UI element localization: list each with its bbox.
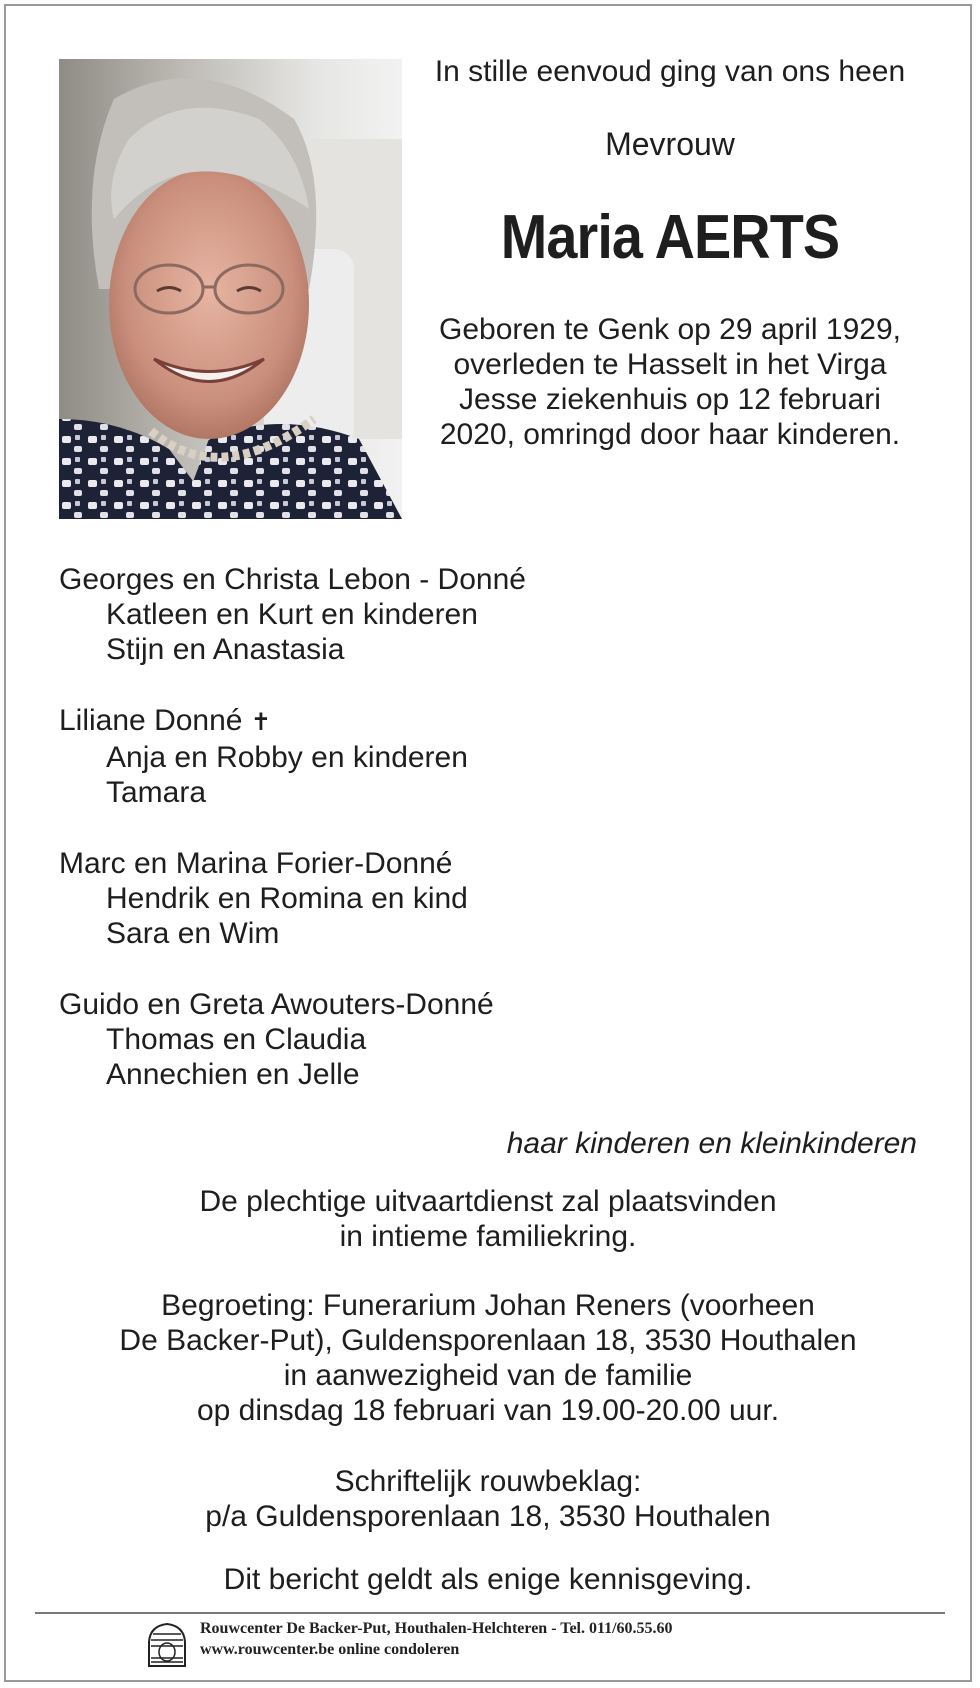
- notice-text: [0, 1562, 976, 1597]
- family-child: Katleen en Kurt en kinderen: [106, 598, 478, 631]
- funeral-home-contact: Rouwcenter De Backer-Put, Houthalen-Helchteren - Tel. 011/60.55.60: [200, 1620, 673, 1637]
- birth-death-line: overleden te Hasselt in het Virga: [453, 348, 887, 381]
- family-group: [59, 987, 919, 1092]
- family-child: Tamara: [106, 776, 207, 809]
- family-group: [59, 562, 919, 667]
- family-list: [59, 562, 919, 1128]
- family-head-name: Guido en Greta Awouters-Donné: [59, 988, 494, 1021]
- family-signoff: haar kinderen en kleinkinderen: [506, 1127, 917, 1160]
- service-line: in intieme familiekring.: [339, 1220, 637, 1253]
- greeting-info: [0, 1288, 976, 1428]
- family-child: Hendrik en Romina en kind: [106, 882, 468, 915]
- title-prefix: Mevrouw: [605, 126, 735, 162]
- family-head-name: Liliane Donné: [59, 704, 243, 737]
- deceased-name: Maria AERTS: [500, 203, 840, 272]
- notice-line: Dit bericht geldt als enige kennisgeving.: [223, 1563, 753, 1596]
- family-child: Sara en Wim: [106, 917, 280, 950]
- family-head: [59, 562, 919, 597]
- family-child: Annechien en Jelle: [106, 1058, 360, 1091]
- birth-death-details: [420, 312, 920, 452]
- family-child: Stijn en Anastasia: [106, 633, 345, 666]
- family-head: [59, 703, 919, 740]
- greeting-line: Begroeting: Funerarium Johan Reners (voorheen: [161, 1289, 815, 1322]
- cross-icon: ✝: [250, 709, 271, 736]
- funeral-home-website[interactable]: www.rouwcenter.be online condoleren: [200, 1641, 460, 1658]
- condolence-line: p/a Guldensporenlaan 18, 3530 Houthalen: [205, 1500, 771, 1533]
- greeting-line: De Backer-Put), Guldensporenlaan 18, 3530 Houthalen: [119, 1324, 857, 1357]
- funeral-home-info: [200, 1618, 673, 1660]
- birth-death-line: Jesse ziekenhuis op 12 februari: [459, 383, 881, 416]
- condolence-address: [0, 1464, 976, 1534]
- family-child: Anja en Robby en kinderen: [106, 741, 468, 774]
- birth-death-line: 2020, omringd door haar kinderen.: [439, 418, 901, 451]
- portrait-photo: [59, 59, 402, 519]
- family-group: [59, 703, 919, 810]
- service-line: De plechtige uitvaartdienst zal plaatsvinden: [199, 1185, 777, 1218]
- service-info: [0, 1184, 976, 1254]
- family-head: [59, 987, 919, 1022]
- family-head: [59, 846, 919, 881]
- family-group: [59, 846, 919, 951]
- family-child: Thomas en Claudia: [106, 1023, 367, 1056]
- footer-divider: [35, 1612, 945, 1614]
- intro-text: In stille eenvoud ging van ons heen: [434, 55, 906, 88]
- greeting-line: in aanwezigheid van de familie: [283, 1359, 693, 1392]
- birth-death-line: Geboren te Genk op 29 april 1929,: [439, 313, 901, 346]
- family-head-name: Marc en Marina Forier-Donné: [59, 847, 453, 880]
- family-head-name: Georges en Christa Lebon - Donné: [59, 563, 526, 596]
- greeting-line: op dinsdag 18 februari van 19.00-20.00 uur.: [196, 1394, 780, 1427]
- portrait-illustration: [59, 59, 402, 519]
- condolence-line: Schriftelijk rouwbeklag:: [334, 1465, 642, 1498]
- funeral-home-logo-icon: [146, 1622, 188, 1668]
